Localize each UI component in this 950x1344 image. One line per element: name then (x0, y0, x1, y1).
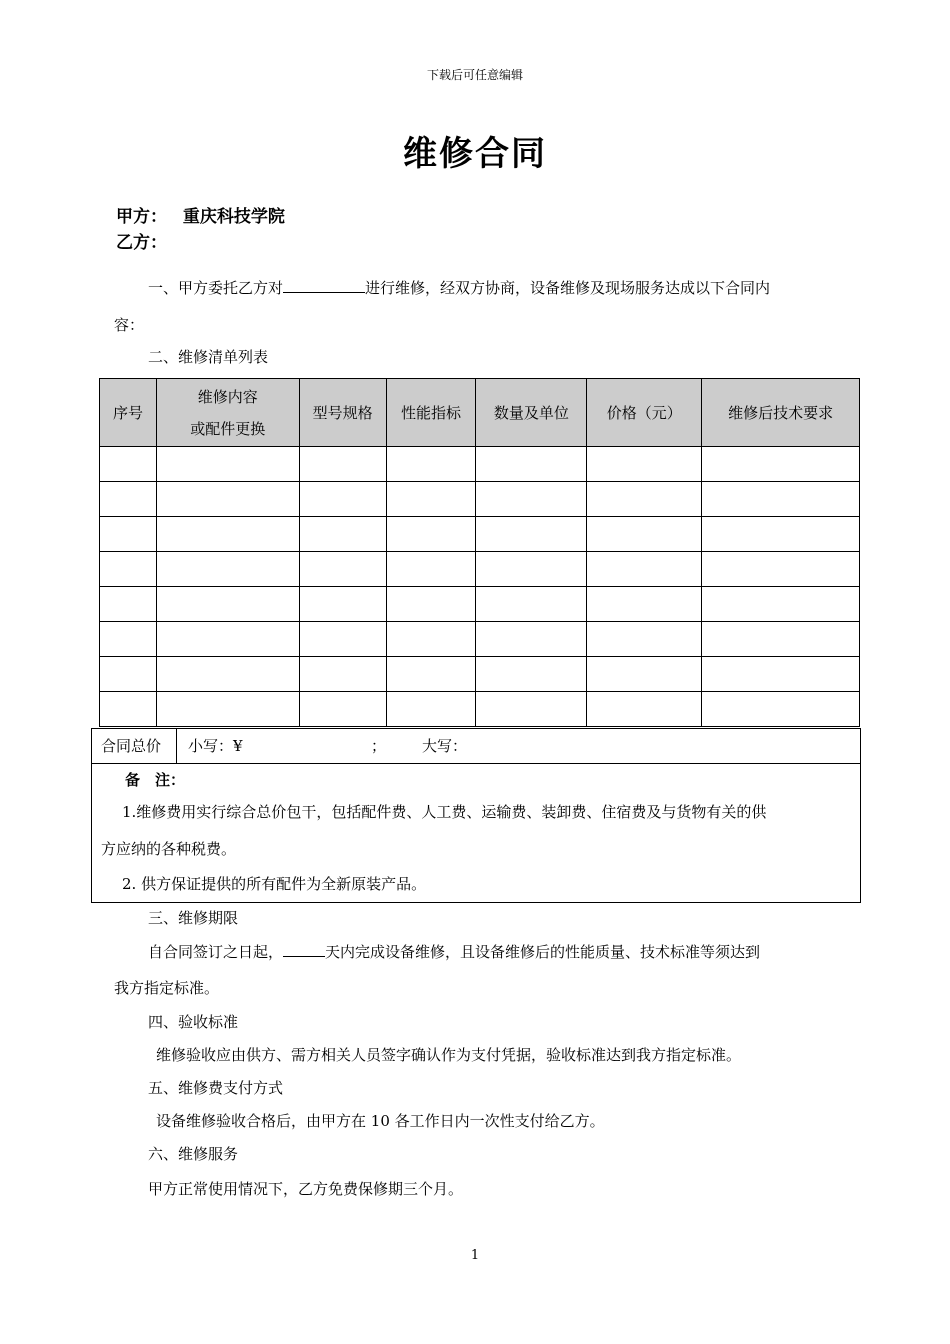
table-cell[interactable] (386, 657, 476, 692)
notes-heading: 备 注： (125, 771, 186, 789)
table-row (100, 587, 860, 622)
table-cell[interactable] (156, 587, 299, 622)
total-separator: ； (371, 737, 387, 755)
table-cell[interactable] (100, 587, 157, 622)
table-cell[interactable] (587, 447, 702, 482)
table-cell[interactable] (702, 482, 860, 517)
table-cell[interactable] (156, 552, 299, 587)
table-cell[interactable] (386, 517, 476, 552)
table-cell[interactable] (156, 657, 299, 692)
table-cell[interactable] (587, 692, 702, 727)
table-cell[interactable] (299, 447, 386, 482)
contract-total-divider (176, 729, 177, 763)
section3-after-blank: 天内完成设备维修，且设备维修后的性能质量、技术标准等须达到 (325, 943, 761, 961)
notes-box (91, 763, 861, 903)
contract-total-label: 合同总价 (101, 737, 162, 755)
section6-text: 甲方正常使用情况下，乙方免费保修期三个月。 (148, 1180, 464, 1198)
table-cell[interactable] (587, 622, 702, 657)
table-cell[interactable] (386, 552, 476, 587)
table-cell[interactable] (299, 657, 386, 692)
party-a-label: 甲方： (116, 207, 167, 227)
table-cell[interactable] (702, 447, 860, 482)
table-cell[interactable] (299, 587, 386, 622)
table-row (100, 552, 860, 587)
section3-line1 (148, 940, 760, 962)
table-cell[interactable] (100, 517, 157, 552)
section4-heading: 四、验收标准 (148, 1013, 239, 1031)
table-cell[interactable] (587, 482, 702, 517)
table-cell[interactable] (476, 692, 587, 727)
table-cell[interactable] (587, 552, 702, 587)
notes-item1-line2: 方应纳的各种税费。 (101, 840, 237, 858)
section5-text: 设备维修验收合格后，由甲方在 10 各工作日内一次性支付给乙方。 (156, 1112, 605, 1130)
section1-continuation: 容： (114, 316, 145, 334)
party-b-label: 乙方： (116, 233, 167, 253)
section1-after-blank: 进行维修，经双方协商，设备维修及现场服务达成以下合同内 (365, 279, 771, 297)
small-amount-label: 小写：¥ (188, 737, 243, 755)
table-cell[interactable] (100, 552, 157, 587)
table-cell[interactable] (100, 657, 157, 692)
table-cell[interactable] (100, 447, 157, 482)
contract-total-row (91, 728, 861, 764)
table-cell[interactable] (386, 692, 476, 727)
table-cell[interactable] (386, 482, 476, 517)
document-title: 维修合同 (403, 134, 547, 174)
table-cell[interactable] (156, 447, 299, 482)
table-cell[interactable] (156, 517, 299, 552)
header-cell (156, 379, 299, 447)
table-cell[interactable] (587, 657, 702, 692)
table-row (100, 447, 860, 482)
header-cell: 维修后技术要求 (702, 379, 860, 447)
table-cell[interactable] (702, 517, 860, 552)
table-cell[interactable] (702, 587, 860, 622)
equipment-blank (283, 276, 365, 293)
header-cell: 价格（元） (587, 379, 702, 447)
table-row (100, 482, 860, 517)
header-cell-line: 维修内容 (197, 387, 258, 406)
header-cell: 数量及单位 (476, 379, 587, 447)
party-b (116, 228, 167, 253)
table-cell[interactable] (476, 622, 587, 657)
notes-item1-line1: 1.维修费用实行综合总价包干，包括配件费、人工费、运输费、装卸费、住宿费及与货物有关的供 (122, 803, 767, 821)
table-cell[interactable] (156, 622, 299, 657)
table-cell[interactable] (100, 622, 157, 657)
table-cell[interactable] (702, 692, 860, 727)
section1-line1 (148, 276, 770, 298)
table-cell[interactable] (386, 622, 476, 657)
table-cell[interactable] (476, 482, 587, 517)
section3-continuation: 我方指定标准。 (114, 979, 220, 997)
table-cell[interactable] (100, 692, 157, 727)
section3-before-blank: 自合同签订之日起， (148, 943, 284, 961)
table-cell[interactable] (299, 482, 386, 517)
table-cell[interactable] (156, 482, 299, 517)
table-cell[interactable] (587, 587, 702, 622)
page-number: 1 (470, 1248, 480, 1263)
table-row (100, 657, 860, 692)
header-cell: 性能指标 (386, 379, 476, 447)
section1-before-blank: 一、甲方委托乙方对 (148, 279, 284, 297)
table-cell[interactable] (100, 482, 157, 517)
party-a (116, 202, 285, 227)
table-cell[interactable] (299, 552, 386, 587)
table-cell[interactable] (476, 552, 587, 587)
section3-heading: 三、维修期限 (148, 909, 239, 927)
section6-heading: 六、维修服务 (148, 1145, 239, 1163)
notes-item2: 2. 供方保证提供的所有配件为全新原装产品。 (122, 875, 427, 893)
table-cell[interactable] (702, 622, 860, 657)
repair-list-table (99, 378, 860, 727)
header-cell-line: 或配件更换 (190, 419, 266, 438)
table-cell[interactable] (702, 552, 860, 587)
table-row (100, 517, 860, 552)
table-row (100, 622, 860, 657)
table-cell[interactable] (476, 447, 587, 482)
header-cell: 序号 (100, 379, 157, 447)
big-amount-label: 大写： (422, 737, 468, 755)
table-cell[interactable] (299, 692, 386, 727)
table-cell[interactable] (386, 587, 476, 622)
table-row (100, 692, 860, 727)
table-cell[interactable] (702, 657, 860, 692)
table-cell[interactable] (156, 692, 299, 727)
party-a-value: 重庆科技学院 (182, 207, 285, 227)
days-blank (283, 940, 325, 957)
header-cell: 型号规格 (299, 379, 386, 447)
table-cell[interactable] (386, 447, 476, 482)
table-cell[interactable] (587, 517, 702, 552)
table-cell[interactable] (299, 622, 386, 657)
section4-text: 维修验收应由供方、需方相关人员签字确认作为支付凭据，验收标准达到我方指定标准。 (156, 1046, 742, 1064)
table-cell[interactable] (476, 587, 587, 622)
table-cell[interactable] (476, 657, 587, 692)
page-header: 下载后可任意编辑 (426, 68, 523, 82)
table-cell[interactable] (299, 517, 386, 552)
table-header-row (100, 379, 860, 447)
section2-heading: 二、维修清单列表 (148, 348, 269, 366)
table-cell[interactable] (476, 517, 587, 552)
section5-heading: 五、维修费支付方式 (148, 1079, 284, 1097)
